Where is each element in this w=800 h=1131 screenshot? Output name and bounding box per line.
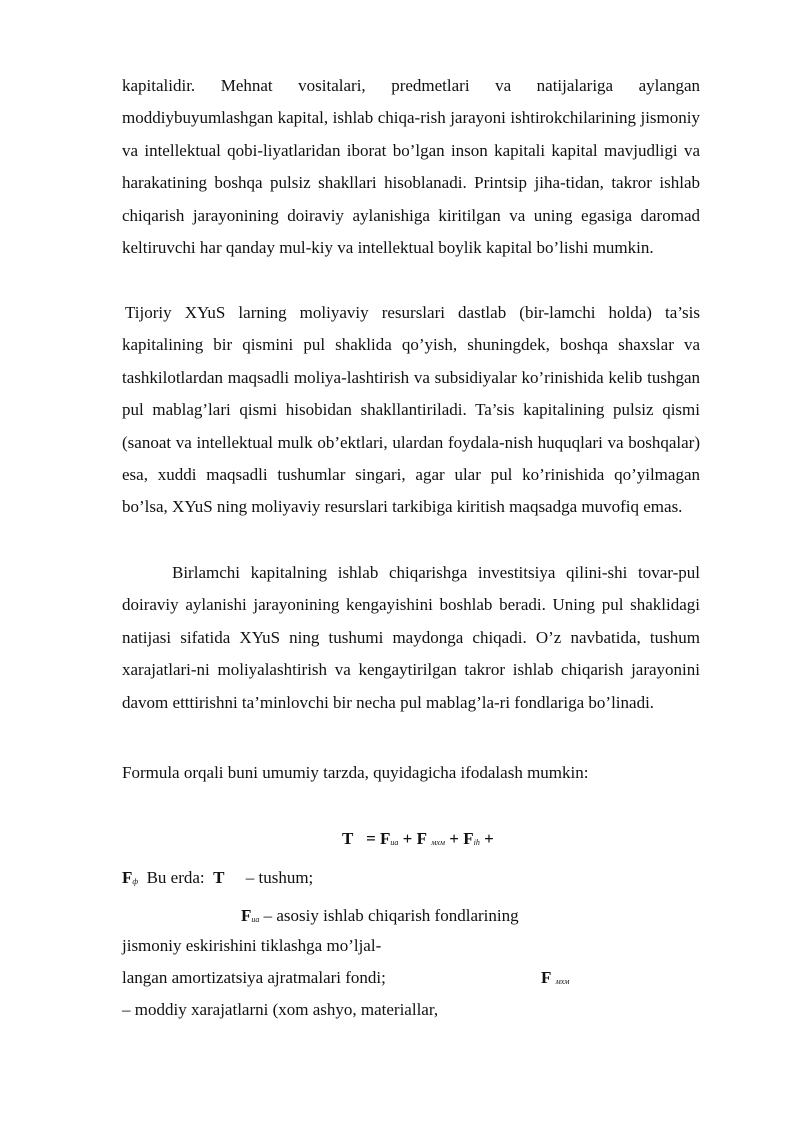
formula-intro: Formula orqali buni umumiy tarzda, quyidagicha ifodalash mumkin: [122,763,589,782]
definition-line-2 [241,905,519,931]
bu-erda-label: Bu erda: [146,868,205,887]
formula-plus-2: + [449,829,459,848]
revenue-formula [342,828,494,854]
formula-term-2-sub: мхм [431,838,446,847]
formula-equals: = [366,829,376,848]
formula-term-3: F [463,829,474,848]
fia-sub: иа [251,915,260,924]
fia-description: – asosiy ishlab chiqarish fondlarining [263,906,519,925]
formula-lhs: T [342,829,354,848]
formula-term-3-sub: ih [473,838,480,847]
paragraph-financial-resources: Tijoriy XYuS larning moliyaviy resurslari dastlab (bir-lamchi holda) ta’sis kapitalining bir qismini pul shaklida qo’yish, shuningdek, boshqa shaxslar va tashkilotlardan maqsadli moliya-lashtirish va subsidiyalar ko’rinishida kelib tushgan pul mablag’lari qismi hisobidan shakllantiriladi. Ta’sis kapitalining pulsiz qismi (sanoat va intellektual mulk ob’ektlari, ulardan foydala-nish huquqlari va boshqalar) esa, xuddi maqsadli tushumlar singari, agar ular pul ko’rinishida qo’yilmagan bo’lsa, XYuS ning moliyaviy resurslari tarkibiga kiritish maqsadga muvofiq emas. [122,303,700,517]
definition-line-3: jismoniy eskirishini tiklashga mo’ljal- [122,936,382,955]
paragraph-capital-definition: kapitalidir. Mehnat vositalari, predmetlari va natijalariga aylangan moddiybuyumlashgan kapital, ishlab chiqa-rish jarayoni ishtirokchilarining jismoniy va intellektual qobi-liyatlaridan iborat bo’lgan inson kapitali kapital mavjudligi va harakatining boshqa pulsiz shakllari hisoblanadi. Printsip jiha-tidan, takror ishlab chiqarish jarayonining doiraviy aylanishiga kiritilgan va uning egasiga daromad keltiruvchi har qanday mul-kiy va intellektual boylik kapital bo’lishi mumkin. [122,76,700,258]
paragraph-initial-capital: Birlamchi kapitalning ishlab chiqarishga investitsiya qilini-shi tovar-pul doiraviy aylanishi jarayonining kengayishini boshlab beradi. Uning pul shaklidagi natijasi sifatida XYuS ning tushumi maydonga chiqadi. O’z navbatida, tushum xarajatlari-ni moliyalashtirish va kengaytirilgan takror ishlab chiqarish jarayonini davom etttirishni ta’minlovchi bir necha pul mablag’la-ri fondlariga bo’linadi. [122,563,700,712]
fmhm-symbol: F [541,968,552,987]
t-symbol: T [213,868,225,887]
formula-term-2: F [416,829,427,848]
formula-plus-3: + [484,829,494,848]
f-phi-symbol: F [122,868,133,887]
f-phi-sub: ф [132,877,139,886]
formula-term-1-sub: иа [390,838,399,847]
fia-symbol: F [241,906,252,925]
formula-term-1: F [380,829,391,848]
fmhm-symbol-group [541,967,569,993]
definition-line-4: langan amortizatsiya ajratmalari fondi; [122,968,386,987]
formula-plus-1: + [402,829,413,848]
fmhm-sub: мхм [555,977,570,986]
t-description: – tushum; [245,868,314,887]
definition-line-1 [122,867,313,893]
definition-line-5: – moddiy xarajatlarni (xom ashyo, materiallar, [122,1000,439,1019]
